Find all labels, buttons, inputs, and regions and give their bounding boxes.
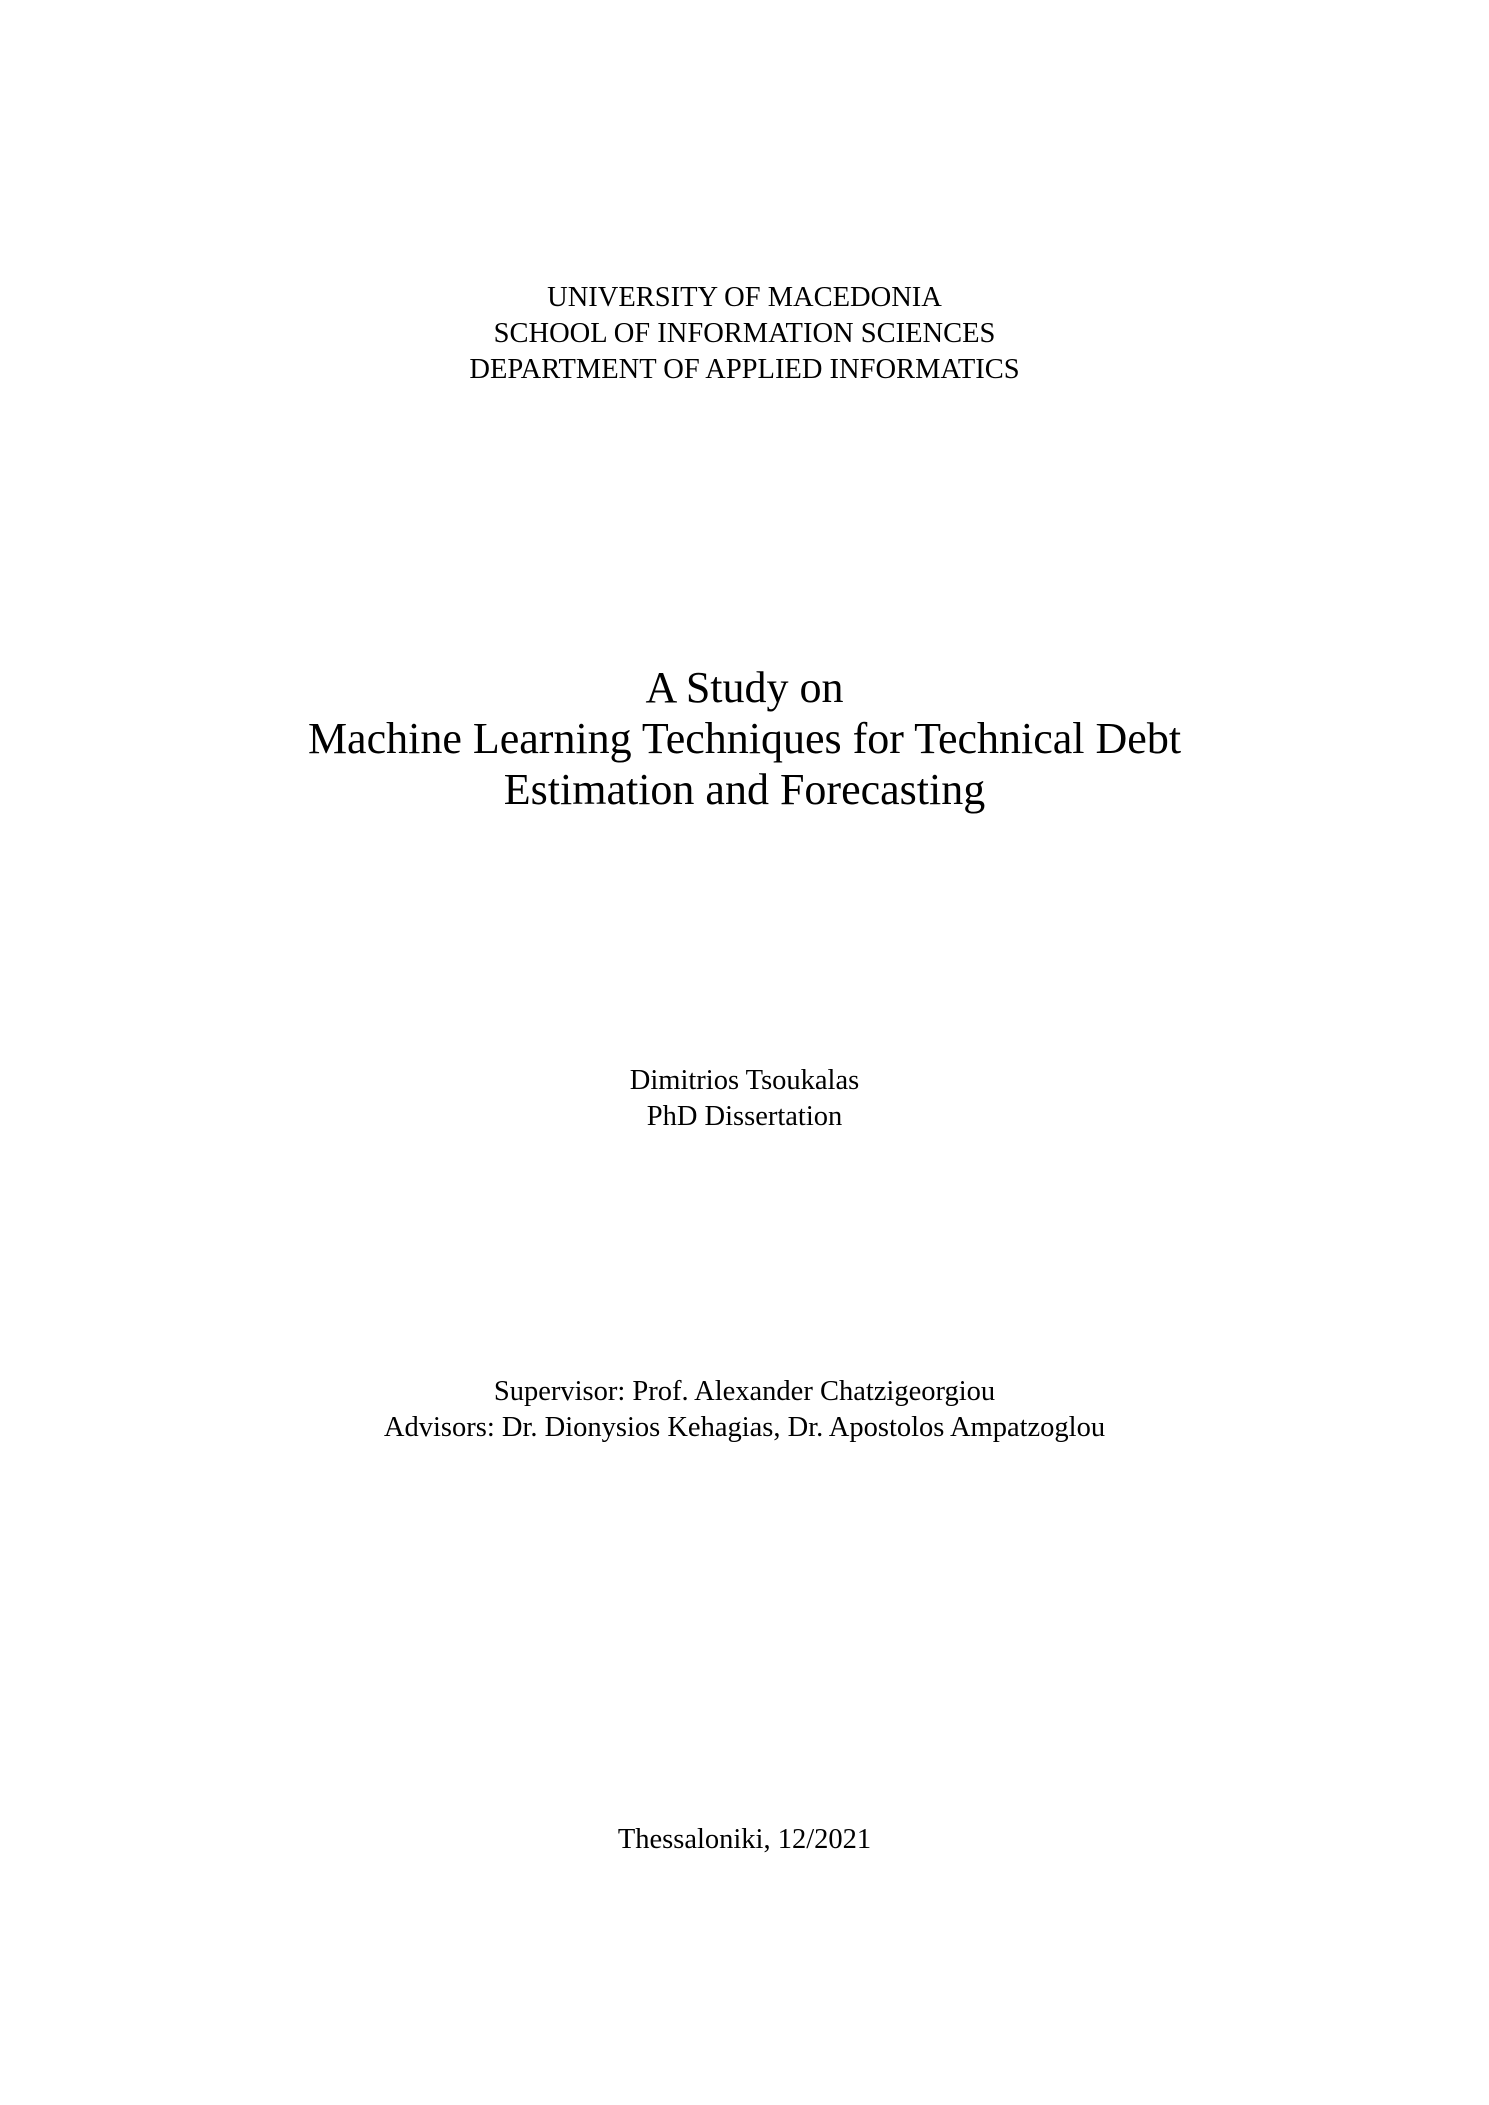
supervision-block (0, 1374, 1489, 1446)
advisors: Advisors: Dr. Dionysios Kehagias, Dr. Apostolos Ampatzoglou (383, 1412, 1106, 1443)
department-name: DEPARTMENT OF APPLIED INFORMATICS (469, 354, 1020, 385)
institution-block (0, 280, 1489, 388)
university-name: UNIVERSITY OF MACEDONIA (547, 282, 942, 313)
author-name: Dimitrios Tsoukalas (629, 1065, 860, 1096)
supervisor: Supervisor: Prof. Alexander Chatzigeorgiou (493, 1376, 996, 1407)
place-date (0, 1822, 1489, 1858)
school-name: SCHOOL OF INFORMATION SCIENCES (493, 318, 996, 349)
title-line-1: A Study on (645, 663, 844, 712)
place-date-text: Thessaloniki, 12/2021 (617, 1824, 872, 1855)
dissertation-title (0, 662, 1489, 815)
degree-type: PhD Dissertation (646, 1101, 843, 1132)
title-line-2: Machine Learning Techniques for Technical Debt (307, 714, 1182, 763)
title-line-3: Estimation and Forecasting (503, 765, 986, 814)
author-block (0, 1063, 1489, 1135)
